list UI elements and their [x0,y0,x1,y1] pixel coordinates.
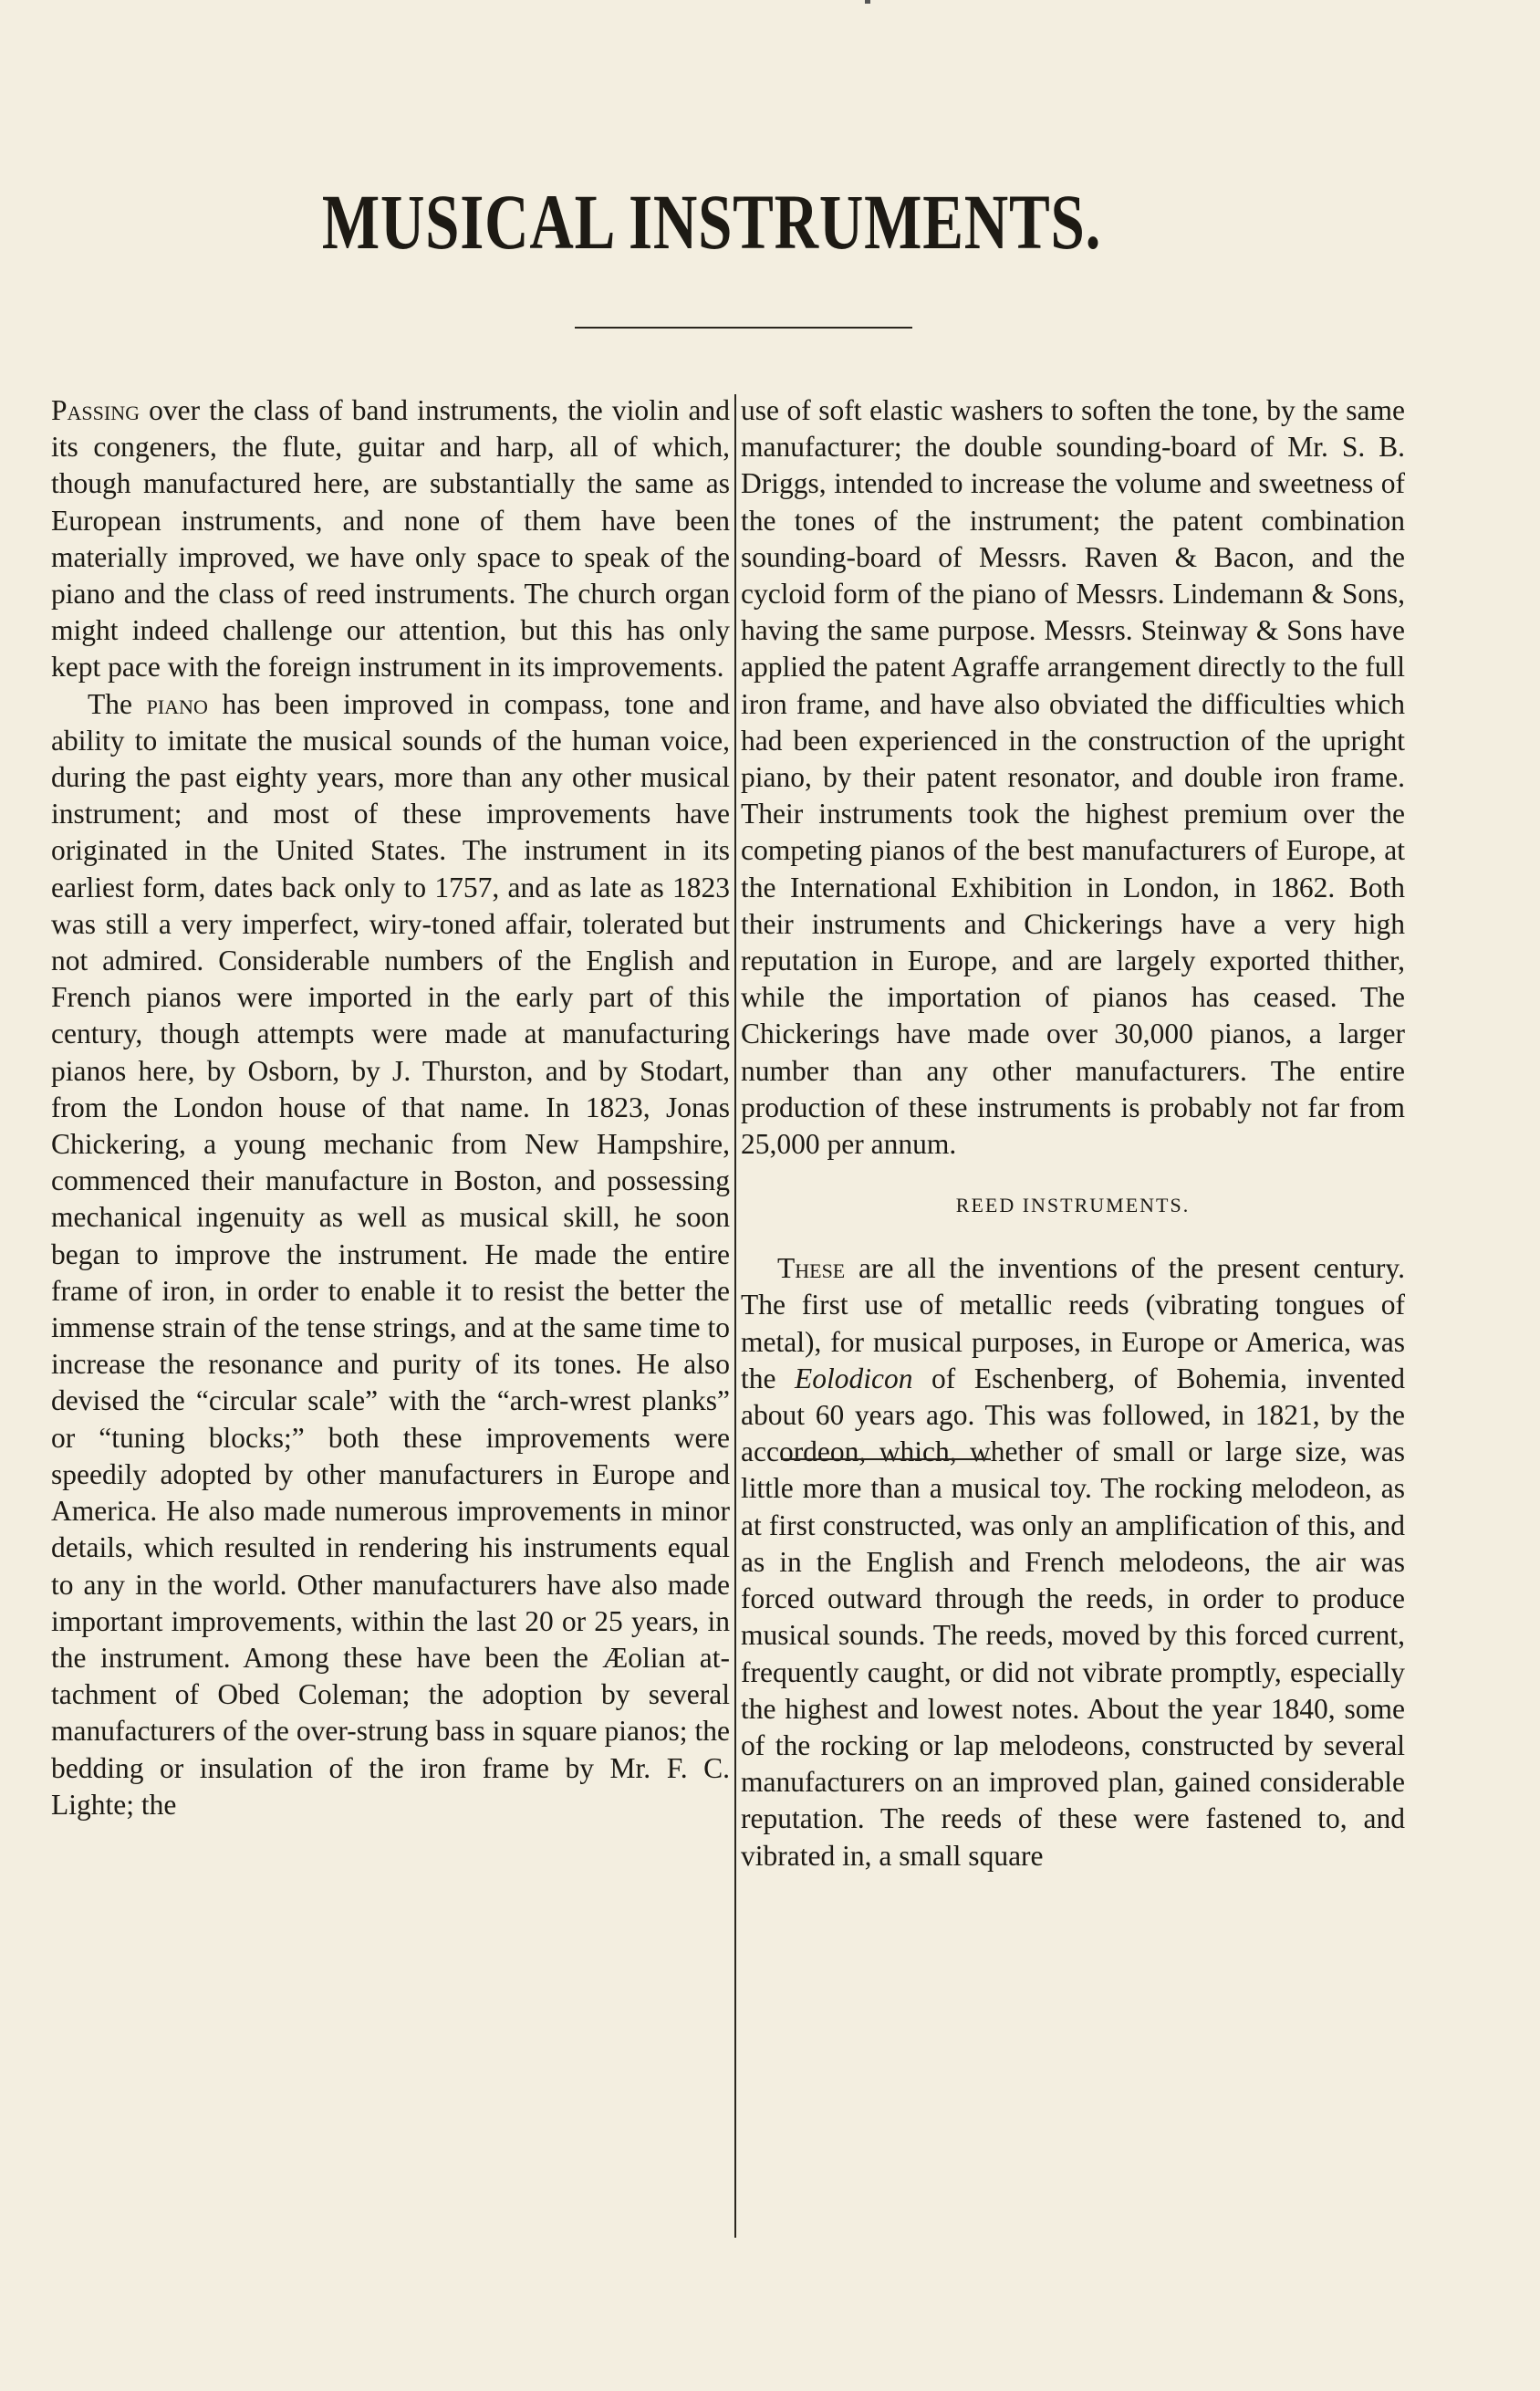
piano-text: has been improved in compass, tone and ability to imitate the musical sounds of the human voice, during the past eighty years, more than any other musical instrument; and most of these improvements have originated in the United States. The instrument in its earliest form, dates back only to 1757, and as late as 1823 was still a very imperfect, wiry-toned affair, tolerated but not admired. Considerable numbers of the English and French pianos were imported in the early part of this century, though attempts were made at manufacturing pianos here, by Osborn, by J. Thurston, and by Stodart, from the London house of that name. In 1823, Jonas Chickering, a young mechanic from New Hampshire, commenced their manufacture in Boston, and possessing mechanical ingenuity as well as musical skill, he soon began to improve the instrument. He made the entire frame of iron, in order to enable it to resist the better the immense strain of the tense strings, and at the same time to increase the resonance and purity of its tones. He also devised the “circular scale” with the “arch-wrest planks” or “tuning blocks;” both these improvements were speedily adopted by other manufacturers in Europe and America. He also made numerous improvements in minor details, which resulted in rendering his instruments equal to any in the world. Other manufacturers have also made important improvements, within the last 20 or 25 years, in the instrument. Among these have been the Æolian attachment of Obed Coleman; the adoption by several manufacturers of the over-strung bass in square pianos; the bedding or insulation of the iron frame by Mr. F. C. Lighte; the [51,687,730,1821]
lead-word-passing: Passing [51,394,140,426]
title-rule [575,327,912,329]
section-rule [781,1458,991,1460]
intro-text: over the class of band instruments, the violin and its congeners, the flute, guitar and harp, all of which, though manufactured here, are substantially the same as European instruments, and none of them have been materially improved, we have only space to speak of the piano and the class of reed instruments. The church organ might indeed challenge our attention, but this has only kept pace with the foreign instrument in its improvements. [51,394,730,684]
paragraph-piano-continued: use of soft elastic washers to soften the tone, by the same manufacturer; the double sounding-board of Mr. S. B. Driggs, intended to increase the volume and sweetness of the tones of the instrument; the patent combination sounding-board of Messrs. Raven & Bacon, and the cycloid form of the piano of Messrs. Lindemann & Sons, having the same purpose. Messrs. Steinway & Sons have applied the patent Agraffe arrangement directly to the full iron frame, and have also obviated the difficulties which had been experienced in the construction of the upright piano, by their patent resonator, and double iron frame. Their instruments took the highest premium over the competing pianos of the best manufacturers of Europe, at the International Exhibition in London, in 1862. Both their instruments and Chickerings have a very high reputation in Europe, and are largely exported thither, while the importation of pianos has ceased. The Chickerings have made over 30,000 pianos, a larger number than any other manufacturers. The entire production of these instruments is probably not far from 25,000 per annum. [741,394,1405,1161]
piano-prefix: The [88,687,147,720]
reed-text-a: are all the inventions of the present century. The first use of metallic reeds (vibrating tongues of metal), for musical purposes, in Europe or America, was the [741,1252,1405,1394]
paragraph-reed [741,1250,1405,1874]
section-heading-reed-instruments: REED INSTRUMENTS. [955,1194,1191,1217]
reed-text-b: of Eschenberg, of Bohemia, invented about 60 years ago. This was followed, in 1821, by the accordeon, which, whether of small or large size, was little more than a musical toy. The rocking melodeon, as at first constructed, was only an amplification of this, and as in the English and French melodeons, the air was forced outward through the reeds, in order to produce musical sounds. The reeds, moved by this forced current, frequently caught, or did not vibrate promptly, especially the highest and lowest notes. About the year 1840, some of the rocking or lap melodeons, constructed by several manufacturers on an improved plan, gained considerable reputation. The reeds of these were fastened to, and vibrated in, a small square [741,1362,1405,1872]
column-divider [734,394,736,2238]
page-mark [865,0,870,4]
page-title: MUSICAL INSTRUMENTS. [321,178,1102,266]
paragraph-piano [51,686,730,1823]
right-column [741,392,1405,1874]
term-piano: piano [146,687,208,720]
left-column [51,392,730,1823]
lead-word-these: These [777,1252,846,1285]
term-eolodicon: Eolodicon [795,1362,913,1394]
paragraph-intro [51,392,730,686]
